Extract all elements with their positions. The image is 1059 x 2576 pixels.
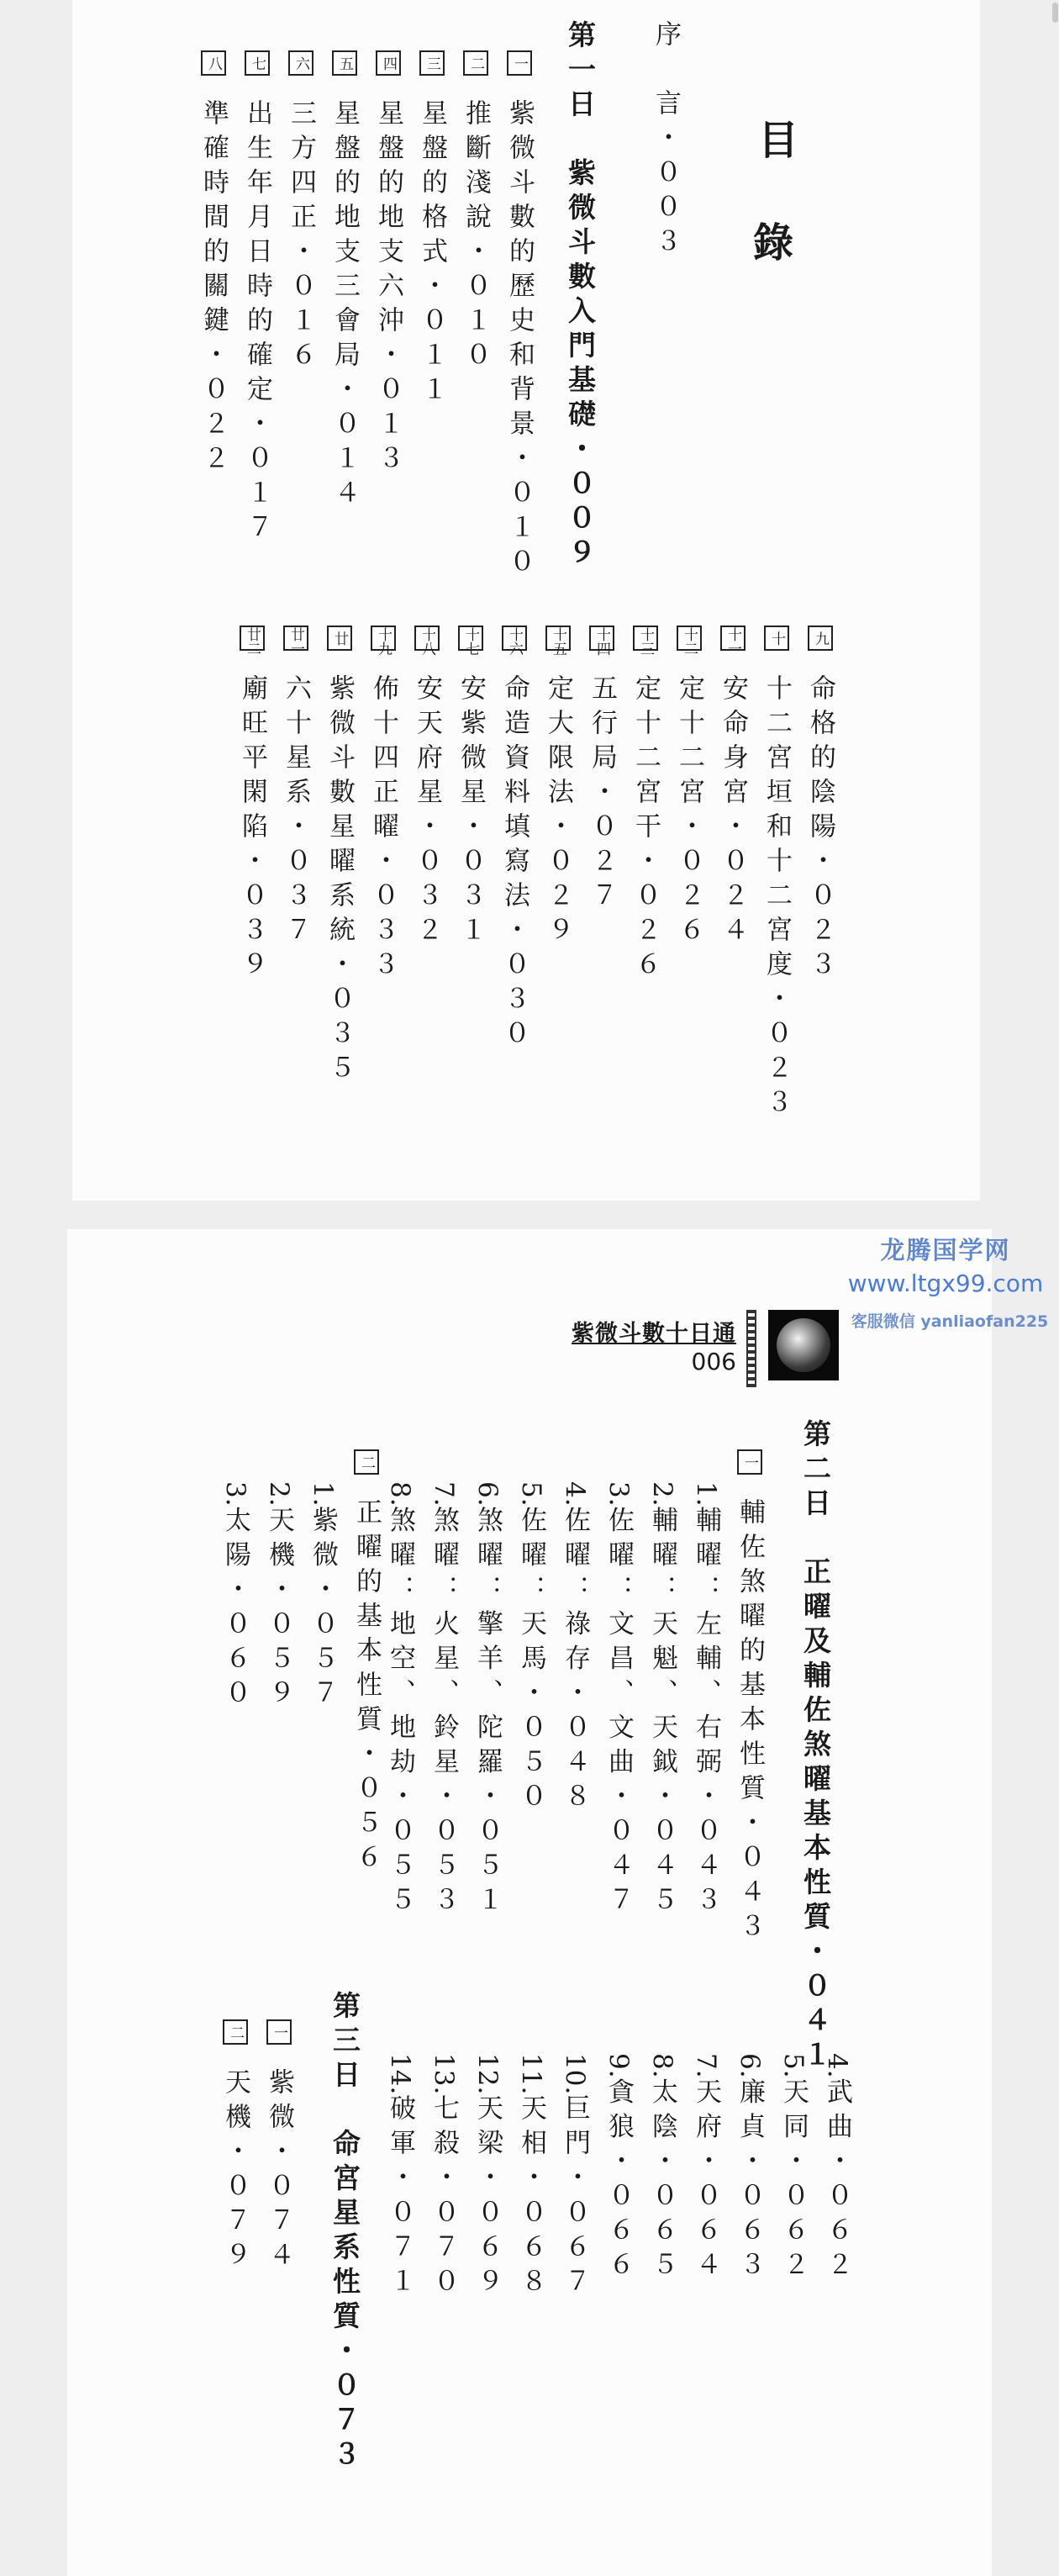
toc-entry-text: 天府・０６４: [691, 2077, 721, 2285]
toc-entry-text: 命格的陰陽・０２３: [805, 674, 835, 984]
toc-entry-text: 太陰・０６５: [647, 2077, 677, 2285]
toc-title-char-2: 錄: [753, 219, 794, 267]
watermark-contact: 客服微信 yanliaofan225: [851, 1312, 1049, 1331]
toc-entry-text: 出生年月日時的確定・０１７: [242, 99, 272, 547]
entry-number: 14.: [385, 2053, 415, 2095]
toc-entry-text: 輔曜：天魁、天鉞・０４５: [647, 1506, 677, 1920]
section-number-box: 三: [419, 50, 445, 76]
section-number-box: 十五: [545, 626, 571, 651]
running-header: [535, 1315, 736, 1375]
toc-entry-text: 天機・０７９: [220, 2068, 250, 2275]
section-number-box: 十三: [633, 626, 658, 651]
section-number-box: 九: [808, 626, 833, 651]
toc-entry[interactable]: [693, 2053, 719, 2285]
toc-entry[interactable]: [603, 1481, 634, 1920]
toc-entry[interactable]: [560, 2053, 590, 2302]
toc-entry-text: 定大限法・０２９: [543, 674, 573, 950]
toc-entry-text: 三方四正・０１６: [286, 99, 316, 375]
toc-entry[interactable]: [735, 2053, 765, 2285]
entry-number: 7.: [429, 1481, 459, 1507]
entry-number: 12.: [472, 2053, 503, 2095]
toc-entry[interactable]: [222, 2019, 248, 2275]
toc-entry-text: 廉貞・０６３: [735, 2077, 765, 2285]
toc-entry-text: 破軍・０７１: [385, 2094, 415, 2302]
section-number-box: 十: [764, 626, 789, 651]
day2-heading[interactable]: 第二日 正曜及輔佐煞曜基本性質・０４１: [799, 1419, 832, 2074]
entry-number: 7.: [691, 2053, 721, 2078]
section-number-box: 二: [463, 50, 488, 76]
toc-entry-text: 六十星系・０３７: [281, 674, 311, 950]
running-header-page-number: 006: [691, 1348, 736, 1375]
toc-entry-text: 煞曜：擎羊、陀羅・０５１: [472, 1506, 503, 1920]
section-number-box: 廿一: [283, 626, 308, 651]
section-heading-text: 輔佐煞曜的基本性質・０４３: [735, 1498, 765, 1946]
toc-entry[interactable]: [429, 1481, 459, 1920]
entry-number: 4.: [560, 1481, 590, 1507]
toc-entry[interactable]: [222, 1481, 248, 1713]
toc-entry-text: 輔曜：左輔、右弼・０４３: [691, 1506, 721, 1920]
section-number-box: 十一: [720, 626, 746, 651]
toc-entry[interactable]: [198, 50, 229, 478]
section-heading[interactable]: [351, 1449, 382, 1877]
toc-entry[interactable]: [676, 626, 702, 950]
section-number-box: 二: [223, 2019, 248, 2045]
watermark-site-name: 龙腾国学网: [880, 1236, 1011, 1264]
toc-entry[interactable]: [429, 2053, 459, 2302]
section-number-box: 十八: [414, 626, 440, 651]
toc-entry-text: 命造資料填寫法・０３０: [499, 674, 530, 1053]
section-number-box: 十九: [371, 626, 396, 651]
toc-entry[interactable]: [499, 626, 530, 1053]
toc-entry[interactable]: [281, 626, 311, 950]
toc-entry[interactable]: [807, 626, 833, 984]
header-separator: [746, 1310, 756, 1387]
entry-number: 8.: [647, 2053, 677, 2078]
toc-entry[interactable]: [587, 626, 617, 916]
running-header-title: 紫微斗數十日通: [572, 1321, 736, 1347]
toc-entry-text: 紫微斗數的歷史和背景・０１０: [504, 99, 535, 582]
toc-entry-text: 佐曜：天馬・０５０: [516, 1506, 546, 1817]
section-number-box: 一: [737, 1449, 762, 1475]
day3-heading[interactable]: 第三日 命宮星系性質・０７３: [329, 1991, 361, 2473]
toc-entry-text: 安紫微星・０３１: [456, 674, 486, 950]
toc-entry[interactable]: [419, 50, 445, 409]
toc-title-char-1: 目: [758, 117, 799, 164]
toc-entry-text: 星盤的地支三會局・０１４: [329, 99, 360, 513]
toc-entry[interactable]: [472, 2053, 503, 2302]
toc-entry[interactable]: [308, 1481, 338, 1713]
scrollbar-thumb[interactable]: [1052, 3, 1058, 23]
toc-entry[interactable]: [719, 626, 746, 950]
toc-entry-text: 佐曜：祿存・０４８: [560, 1506, 590, 1817]
section-number-box: 六: [288, 50, 313, 76]
toc-entry[interactable]: [456, 626, 486, 950]
entry-number: 5.: [516, 1481, 546, 1507]
toc-entry[interactable]: [778, 2053, 809, 2285]
entry-number: 5.: [778, 2053, 809, 2078]
toc-entry-text: 紫微・０５７: [308, 1506, 338, 1713]
toc-entry[interactable]: [266, 1481, 292, 1713]
section-heading[interactable]: [735, 1449, 765, 1946]
toc-entry[interactable]: [324, 626, 355, 1088]
header-globe-logo: [768, 1310, 839, 1380]
toc-entry[interactable]: [239, 626, 265, 984]
section-number-box: 十七: [458, 626, 483, 651]
toc-entry[interactable]: [545, 626, 571, 950]
toc-entry-text: 廟旺平閑陷・０３９: [237, 674, 267, 984]
toc-entry[interactable]: [387, 1481, 413, 1920]
toc-page-2: [67, 1229, 992, 2576]
toc-entry[interactable]: [649, 2053, 675, 2285]
section-number-box: 二: [354, 1449, 379, 1475]
toc-entry[interactable]: [244, 50, 270, 547]
entry-number: 2.: [264, 1481, 294, 1507]
section-number-box: 廿二: [240, 626, 265, 651]
section-number-box: 八: [201, 50, 226, 76]
toc-entry[interactable]: [370, 626, 396, 984]
toc-entry[interactable]: [630, 626, 661, 984]
entry-number: 6.: [735, 2053, 765, 2078]
toc-entry[interactable]: [387, 2053, 413, 2301]
section-number-box: 十四: [589, 626, 614, 651]
toc-entry-text: 巨門・０６７: [560, 2094, 590, 2302]
entry-number: 2.: [647, 1481, 677, 1507]
toc-entry-text: 定十二宮干・０２６: [630, 674, 661, 984]
toc-entry-text: 天梁・０６９: [472, 2094, 503, 2302]
entry-number: 4.: [822, 2053, 852, 2078]
toc-entry[interactable]: [329, 50, 360, 513]
toc-entry[interactable]: [414, 626, 440, 950]
toc-entry-text: 太陽・０６０: [220, 1506, 250, 1713]
entry-number: 9.: [603, 2053, 634, 2078]
toc-entry[interactable]: [518, 2053, 544, 2301]
toc-entry-text: 安命身宮・０２４: [718, 674, 748, 950]
toc-entry[interactable]: [518, 1481, 544, 1817]
section-number-box: 四: [376, 50, 401, 76]
toc-entry-text: 星盤的地支六沖・０１３: [373, 99, 403, 478]
entry-number: 11.: [516, 2053, 546, 2095]
toc-entry-text: 紫微・０７４: [264, 2068, 294, 2275]
toc-entry[interactable]: [649, 1481, 675, 1920]
toc-entry[interactable]: [266, 2019, 292, 2275]
toc-entry[interactable]: [824, 2053, 850, 2285]
section-number-box: 一: [507, 50, 532, 76]
toc-entry-text: 十二宮垣和十二宮度・０２３: [761, 674, 792, 1122]
toc-entry-text: 煞曜：地空、地劫・０５５: [385, 1506, 415, 1920]
toc-entry-text: 武曲・０６２: [822, 2077, 852, 2285]
toc-entry-text: 貪狼・０６６: [603, 2077, 634, 2285]
section-number-box: 十二: [677, 626, 702, 651]
toc-entry[interactable]: [375, 50, 401, 478]
entry-number: 13.: [429, 2053, 459, 2095]
section-number-box: 五: [332, 50, 357, 76]
entry-number: 6.: [472, 1481, 503, 1507]
section-number-box: 十六: [502, 626, 527, 651]
entry-number: 8.: [385, 1481, 415, 1507]
section-number-box: 七: [245, 50, 270, 76]
watermark-url: www.ltgx99.com: [847, 1270, 1044, 1297]
toc-entry-text: 準確時間的關鍵・０２２: [198, 99, 229, 478]
toc-entry-text: 佐曜：文昌、文曲・０４７: [603, 1506, 634, 1920]
toc-entry-text: 五行局・０２７: [587, 674, 617, 916]
toc-entry-text: 七殺・０７０: [429, 2094, 459, 2302]
toc-entry[interactable]: [761, 626, 792, 1122]
toc-entry[interactable]: [286, 50, 316, 375]
toc-entry-text: 紫微斗數星曜系統・０３５: [324, 674, 355, 1088]
day1-heading[interactable]: 第一日 紫微斗數入門基礎・００９: [564, 20, 597, 572]
entry-number: 10.: [560, 2053, 590, 2095]
toc-entry-text: 天同・０６２: [778, 2077, 809, 2285]
toc-entry[interactable]: [504, 50, 535, 582]
toc-entry[interactable]: [472, 1481, 503, 1920]
toc-entry[interactable]: [693, 1481, 719, 1920]
toc-entry[interactable]: [603, 2053, 634, 2285]
toc-entry-text: 佈十四正曜・０３３: [368, 674, 398, 984]
entry-number: 1.: [308, 1481, 338, 1507]
toc-entry[interactable]: [560, 1481, 590, 1817]
toc-entry-text: 天相・０６８: [516, 2094, 546, 2302]
entry-number: 3.: [220, 1481, 250, 1507]
toc-page-1: [72, 0, 980, 1201]
toc-entry-text: 星盤的格式・０１１: [417, 99, 447, 409]
section-heading-text: 正曜的基本性質・０５６: [351, 1498, 382, 1877]
section-number-box: 廿: [327, 626, 352, 651]
entry-number: 1.: [691, 1481, 721, 1507]
entry-number: 3.: [603, 1481, 634, 1507]
section-number-box: 一: [266, 2019, 292, 2045]
toc-entry-text: 煞曜：火星、鈴星・０５３: [429, 1506, 459, 1920]
toc-entry-text: 定十二宮・０２６: [674, 674, 704, 950]
toc-entry[interactable]: [461, 50, 491, 375]
globe-icon: [777, 1318, 830, 1372]
preface-entry[interactable]: 序 言・００３: [651, 20, 681, 261]
toc-entry-text: 安天府星・０３２: [412, 674, 442, 950]
toc-entry-text: 推斷淺說・０１０: [461, 99, 491, 375]
toc-entry-text: 天機・０５９: [264, 1506, 294, 1713]
